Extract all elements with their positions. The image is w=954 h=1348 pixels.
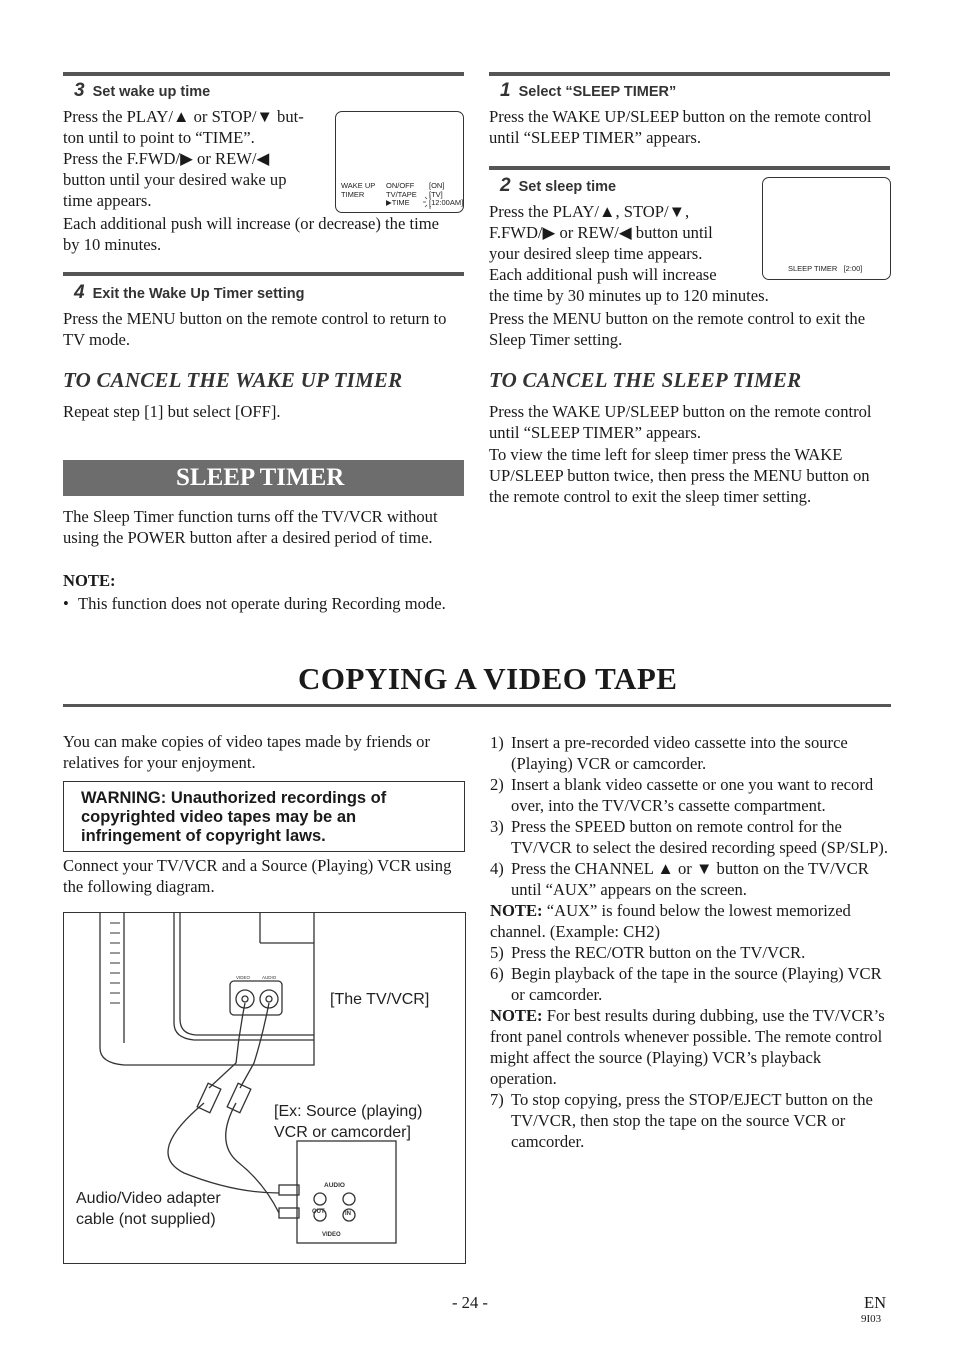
cancel-sleep-text-1: Press the WAKE UP/SLEEP button on the remote control until “SLEEP TIMER” appears.: [489, 402, 872, 442]
list-item: [490, 1089, 890, 1152]
jack-audio-label: AUDIO: [262, 975, 277, 980]
step-text: Begin playback of the tape in the source (Playing) VCR or camcorder.: [511, 964, 882, 1004]
language-code: EN: [864, 1293, 887, 1312]
blink-icon: [422, 194, 438, 210]
step-number: 4): [490, 859, 504, 878]
title-rule: [63, 704, 891, 707]
step-number: 7): [490, 1090, 504, 1109]
note-2-text: For best results during dubbing, use the TV/VCR’s front panel controls whenever possible. The remote control might affect the source (Playing) VCR’s playback operation.: [490, 1006, 885, 1088]
text-line: Each additional push will increase: [489, 265, 717, 284]
screen-options: ON/OFF TV/TAPE ▶TIME: [386, 181, 417, 207]
note-2: [490, 1005, 890, 1089]
note-bullet: •: [63, 594, 69, 613]
page-number: - 24 -: [452, 1293, 488, 1312]
note-1-label: NOTE:: [490, 901, 543, 920]
step-number: 3): [490, 817, 504, 836]
cancel-sleep-text-2: To view the time left for sleep timer press the WAKE UP/SLEEP button twice, then press the MENU button on the remote control to exit the sleep timer setting.: [489, 445, 870, 506]
step-number: 4: [74, 282, 85, 303]
source-video-label: VIDEO: [322, 1232, 341, 1238]
step-title: Set sleep time: [518, 179, 617, 195]
warning-box: [63, 781, 465, 852]
step-text: Press the REC/OTR button on the TV/VCR.: [511, 943, 806, 962]
step-text: Insert a blank video cassette or one you want to record over, into the TV/VCR’s cassette compartment.: [511, 775, 874, 815]
step-3-text: [63, 106, 333, 211]
step-number: 1: [500, 80, 511, 101]
list-item: [490, 732, 890, 774]
sleep-timer-screen: [762, 177, 891, 280]
section-rule: [63, 272, 464, 276]
source-label: [Ex: Source (playing) VCR or camcorder]: [274, 1103, 423, 1141]
screen-label: SLEEP TIMER [2:00]: [788, 264, 863, 273]
sleep-step-1-heading: [500, 80, 676, 103]
text-line: button until your desired wake up: [63, 170, 287, 189]
note-text: This function does not operate during Recording mode.: [78, 594, 446, 613]
text-line: Press the PLAY/▲ or STOP/▼ but-: [63, 107, 304, 126]
step-number: 2): [490, 775, 504, 794]
list-item: [490, 774, 890, 816]
source-audio-label: AUDIO: [324, 1182, 345, 1189]
section-rule: [489, 166, 890, 170]
sleep-step-1-text: Press the WAKE UP/SLEEP button on the remote control until “SLEEP TIMER” appears.: [489, 107, 872, 147]
step-text: Press the CHANNEL ▲ or ▼ button on the TV/VCR until “AUX” appears on the screen.: [511, 859, 869, 899]
step-text: Press the SPEED button on remote control for the TV/VCR to select the desired recording speed (SP/SLP).: [511, 817, 888, 857]
sleep-timer-intro: The Sleep Timer function turns off the TV/VCR without using the POWER button after a desired period of time.: [63, 507, 438, 547]
list-item: [490, 963, 890, 1005]
doc-code: 9I03: [861, 1313, 882, 1325]
text-line: Press the F.FWD/▶ or REW/◀: [63, 149, 270, 168]
sleep-step-2-heading: [500, 175, 616, 198]
note-2-label: NOTE:: [490, 1006, 543, 1025]
step-3-heading: [74, 80, 210, 103]
step-title: Select “SLEEP TIMER”: [518, 84, 677, 100]
cancel-wake-up-text: Repeat step [1] but select [OFF].: [63, 402, 281, 421]
connect-text: Connect your TV/VCR and a Source (Playing) VCR using the following diagram.: [63, 856, 452, 896]
section-rule: [63, 72, 464, 76]
copying-steps: [490, 732, 890, 1152]
steps-list: [490, 732, 890, 900]
text-line: your desired sleep time appears.: [489, 244, 703, 263]
text-line: F.FWD/▶ or REW/◀ button until: [489, 223, 713, 242]
cable-label: Audio/Video adapter cable (not supplied): [76, 1190, 221, 1228]
note-label: NOTE:: [63, 571, 116, 590]
screen-values: [ON] [TV] [12:00AM]: [429, 181, 464, 207]
sleep-step-2-text: [489, 201, 759, 285]
step-text: Insert a pre-recorded video cassette into the source (Playing) VCR or camcorder.: [511, 733, 848, 773]
list-item: [490, 858, 890, 900]
note-1-text: “AUX” is found below the lowest memorized channel. (Example: CH2): [490, 901, 851, 941]
step-number: 3: [74, 80, 85, 101]
steps-list: [490, 942, 890, 1005]
banner-title: SLEEP TIMER: [176, 464, 345, 491]
jack-video-label: VIDEO: [236, 975, 251, 980]
step-number: 5): [490, 943, 504, 962]
cancel-sleep-heading: TO CANCEL THE SLEEP TIMER: [489, 368, 802, 392]
step-number: 1): [490, 733, 504, 752]
cancel-wake-up-heading: TO CANCEL THE WAKE UP TIMER: [63, 368, 403, 392]
tv-vcr-label: [The TV/VCR]: [330, 991, 430, 1008]
wake-up-screen: [335, 111, 464, 213]
screen-label: WAKE UP TIMER: [341, 181, 376, 199]
source-out-label: OUT: [312, 1209, 325, 1215]
warning-text: WARNING: Unauthorized recordings of copyrighted video tapes may be an infringement of copyright laws.: [81, 789, 387, 845]
sleep-step-2-text-rest: the time by 30 minutes up to 120 minutes.: [489, 286, 769, 305]
page-title: COPYING A VIDEO TAPE: [298, 661, 678, 696]
step-3-extra-text: Each additional push will increase (or decrease) the time by 10 minutes.: [63, 214, 439, 254]
text-line: time appears.: [63, 191, 152, 210]
steps-list: [490, 1089, 890, 1152]
step-number: 6): [490, 964, 504, 983]
step-4-heading: [74, 282, 305, 305]
step-title: Set wake up time: [92, 84, 211, 100]
connection-diagram: [63, 912, 466, 1264]
step-4-text: Press the MENU button on the remote control to return to TV mode.: [63, 309, 447, 349]
source-in-label: IN: [345, 1211, 351, 1217]
note-1: [490, 900, 890, 942]
step-text: To stop copying, press the STOP/EJECT button on the TV/VCR, then stop the tape on the source VCR or camcorder.: [511, 1090, 873, 1151]
sleep-step-2-menu-text: Press the MENU button on the remote control to exit the Sleep Timer setting.: [489, 309, 866, 349]
step-number: 2: [500, 175, 511, 196]
copying-intro: You can make copies of video tapes made by friends or relatives for your enjoyment.: [63, 732, 430, 772]
section-rule: [489, 72, 890, 76]
text-line: ton until to point to “TIME”.: [63, 128, 255, 147]
list-item: [490, 816, 890, 858]
text-line: Press the PLAY/▲, STOP/▼,: [489, 202, 690, 221]
step-title: Exit the Wake Up Timer setting: [92, 286, 305, 302]
sleep-timer-banner: [63, 460, 464, 496]
list-item: [490, 942, 890, 963]
